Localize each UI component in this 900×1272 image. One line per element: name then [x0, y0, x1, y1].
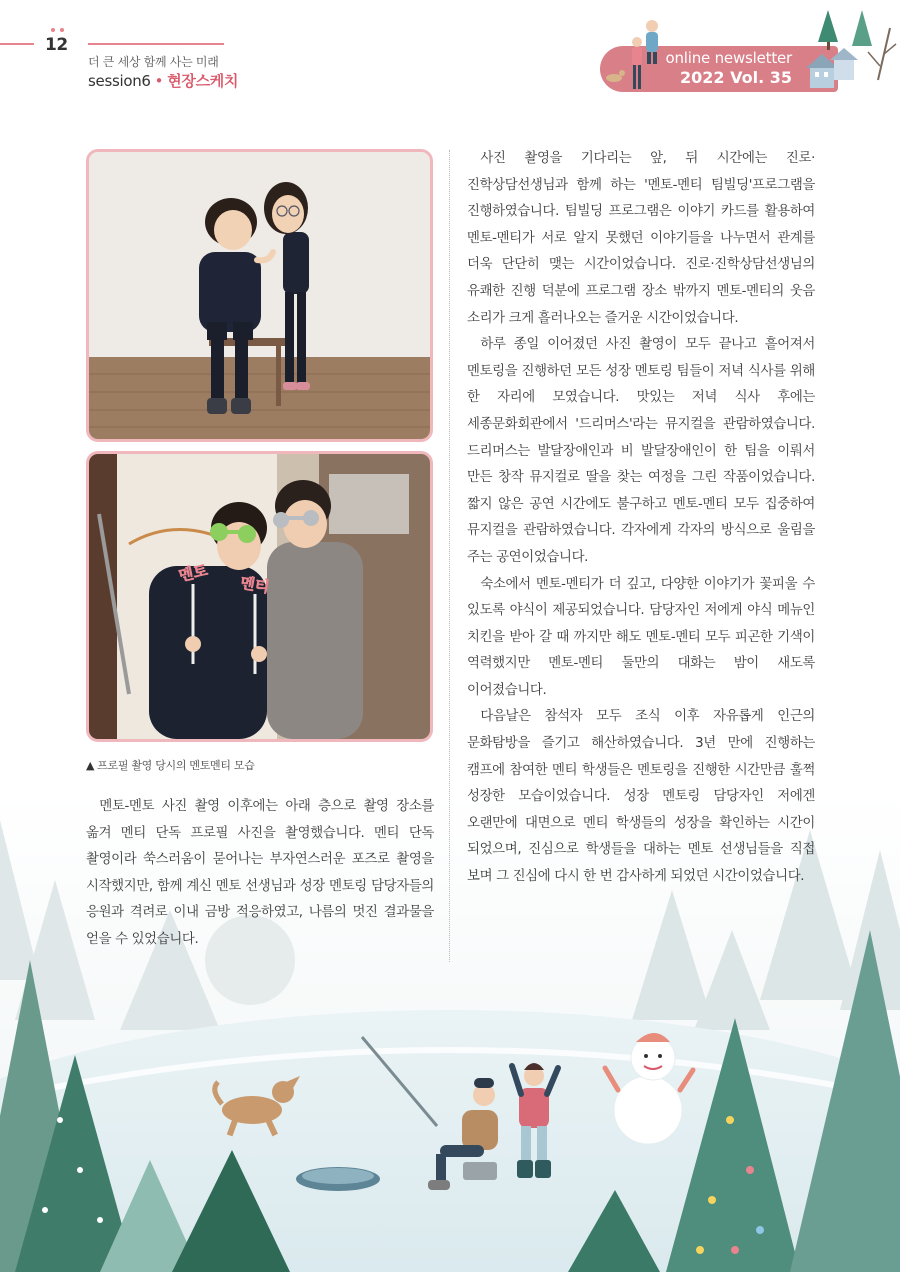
right-paragraph-1: 사진 촬영을 기다리는 앞, 뒤 시간에는 진로·진학상담선생님과 함께 하는 '멘토-멘티 팀빌딩'프로그램을 진행하였습니다. 팀빌딩 프로그램은 이야기 카드를 활용하여 멘토-멘티가 서로 알지 못했던 이야기들을 나누면서 관계를 더욱 단단히 맺는 시간이었습니다. 진로·진학상담선생님의 유쾌한 진행 덕분에 프로그램 장소 밖까지 멘토-멘티의 웃음 소리가 크게 흘러나오는 즐거운 시간이었습니다. — [467, 151, 815, 326]
session-label: session6 — [88, 72, 151, 90]
session-separator: • — [154, 72, 164, 90]
column-divider — [449, 150, 450, 962]
left-column-text — [86, 794, 434, 954]
page-number: 12 — [45, 35, 68, 55]
section-title: 현장스케치 — [167, 72, 239, 90]
header-session — [88, 70, 238, 91]
page-number-dots — [51, 28, 65, 32]
right-column-text — [467, 146, 815, 891]
right-paragraph-2: 하루 종일 이어졌던 사진 촬영이 모두 끝나고 흩어져서 멘토링을 진행하던 모든 성장 멘토링 팀들이 저녁 식사를 위해 한 자리에 모였습니다. 맛있는 저녁 식사 후에는 세종문화회관에서 '드리머스'라는 뮤지컬을 관람하였습니다. 드리머스는 발달장애인과 비 발달장애인이 한 팀을 이뤄서 만든 창작 뮤지컬로 딸을 찾는 여정을 그린 작품이었습니다. 짧지 않은 공연 시간에도 불구하고 멘토-멘티 모두 집중하여 뮤지컬을 관람하였습니다. 각자에게 각자의 방식으로 울림을 주는 공연이었습니다. — [467, 337, 815, 565]
right-paragraph-4: 다음날은 참석자 모두 조식 이후 자유롭게 인근의 문화탐방을 즐기고 해산하였습니다. 3년 만에 진행하는 캠프에 참여한 멘티 학생들은 멘토링을 진행한 시간만큼 훌쩍 성장한 모습이었습니다. 성장 멘토링 담당자인 저에겐 오랜만에 대면으로 멘티 학생들의 성장을 확인하는 시간이 되었으며, 진심으로 학생들을 대하는 멘토 선생님들을 직접 보며 그 진심에 다시 한 번 감사하게 되었던 시간이었습니다. — [467, 709, 815, 885]
photo-caption — [86, 757, 255, 773]
right-paragraph-3: 숙소에서 멘토-멘티가 더 깊고, 다양한 이야기가 꽃피울 수 있도록 야식이 제공되었습니다. 담당자인 저에게 야식 메뉴인 치킨을 받아 갈 때 까지만 해도 멘토-멘티 모두 피곤한 기색이 역력했지만 멘토-멘티 둘만의 대화는 밤이 새도록 이어졌습니다. — [467, 576, 815, 698]
caption-marker: ▲ — [86, 759, 95, 772]
badge-newsletter-label: online newsletter — [665, 49, 792, 67]
photo-mentor-mentee-props — [86, 451, 433, 742]
badge-volume-label: 2022 Vol. 35 — [680, 68, 792, 87]
header-subtitle: 더 큰 세상 함께 사는 미래 — [88, 55, 219, 69]
photo-mentor-mentee-studio — [86, 149, 433, 442]
left-paragraph-1: 멘토-멘토 사진 촬영 이후에는 아래 층으로 촬영 장소를 옮겨 멘티 단독 프로필 사진을 촬영했습니다. 멘티 단독 촬영이라 쑥스러움이 묻어나는 부자연스러운 포즈로 촬영을 시작했지만, 함께 계신 멘토 선생님과 성장 멘토링 담당자들의 응원과 격려로 이내 금방 적응하였고, 나름의 멋진 결과물을 얻을 수 있었습니다. — [86, 799, 434, 947]
mentee-sign-prop: 멘티 — [238, 573, 271, 597]
mentor-sign-prop: 멘토 — [177, 561, 210, 585]
header-rule-right — [88, 43, 224, 45]
header-rule-left — [0, 43, 34, 45]
caption-text: 프로필 촬영 당시의 멘토멘티 모습 — [97, 759, 255, 772]
